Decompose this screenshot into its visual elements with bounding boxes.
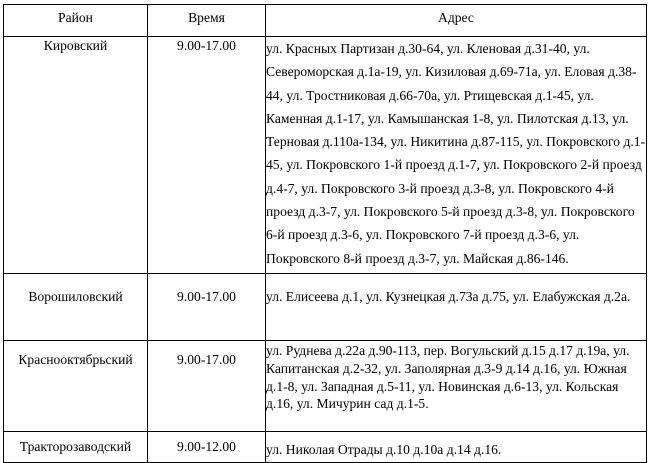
- time-cell: 9.00-12.00: [148, 432, 266, 463]
- time-cell: 9.00-17.00: [148, 341, 266, 432]
- header-time: Время: [148, 5, 266, 37]
- table-row: [4, 432, 647, 463]
- address-cell: ул. Красных Партизан д.30-64, ул. Кленовая д.31-40, ул. Североморская д.1а-19, ул. Кизиловая д.69-71а, ул. Еловая д.38-44, ул. Тростниковая д.66-70а, ул. Ртищевская д.1-45, ул. Каменная д.1-17, ул. Камышанская 1-8, ул. Пилотская д.13, ул. Терновая д.110а-134, ул. Никитина д.87-115, ул. Покровского д.1-45, ул. Покровского 1-й проезд д.1-7, ул. Покровского 2-й проезд д.4-7, ул. Покровского 3-й проезд д.3-8, ул. Покровского 4-й проезд д.3-7, ул. Покровского 5-й проезд д.3-8, ул. Покровского 6-й проезд д.3-6, ул. Покровского 7-й проезд д.3-6, ул. Покровского 8-й проезд д.3-7, ул. Майская д.86-146.: [266, 37, 647, 274]
- district-cell: Тракторозаводский: [4, 432, 148, 463]
- outage-schedule-table: [3, 4, 647, 463]
- table-row: [4, 341, 647, 432]
- header-address: Адрес: [266, 5, 647, 37]
- table-row: [4, 274, 647, 341]
- table-row: [4, 37, 647, 274]
- header-row: [4, 5, 647, 37]
- address-cell: ул. Елисеева д.1, ул. Кузнецкая д.73а д.75, ул. Елабужская д.2а.: [266, 274, 647, 341]
- district-cell: Ворошиловский: [4, 274, 148, 341]
- district-cell: Краснооктябрьский: [4, 341, 148, 432]
- time-cell: 9.00-17.00: [148, 274, 266, 341]
- address-cell: ул. Николая Отрады д.10 д.10а д.14 д.16.: [266, 432, 647, 463]
- district-cell: Кировский: [4, 37, 148, 274]
- header-district: Район: [4, 5, 148, 37]
- time-cell: 9.00-17.00: [148, 37, 266, 274]
- address-cell: ул. Руднева д.22а д.90-113, пер. Вогульский д.15 д.17 д.19а, ул. Капитанская д.2-32, ул. Заполярная д.3-9 д.14 д.16, ул. Южная д.1-8, ул. Западная д.5-11, ул. Новинская д.6-13, ул. Кольская д.16, ул. Мичурин сад д.1-5.: [266, 341, 647, 432]
